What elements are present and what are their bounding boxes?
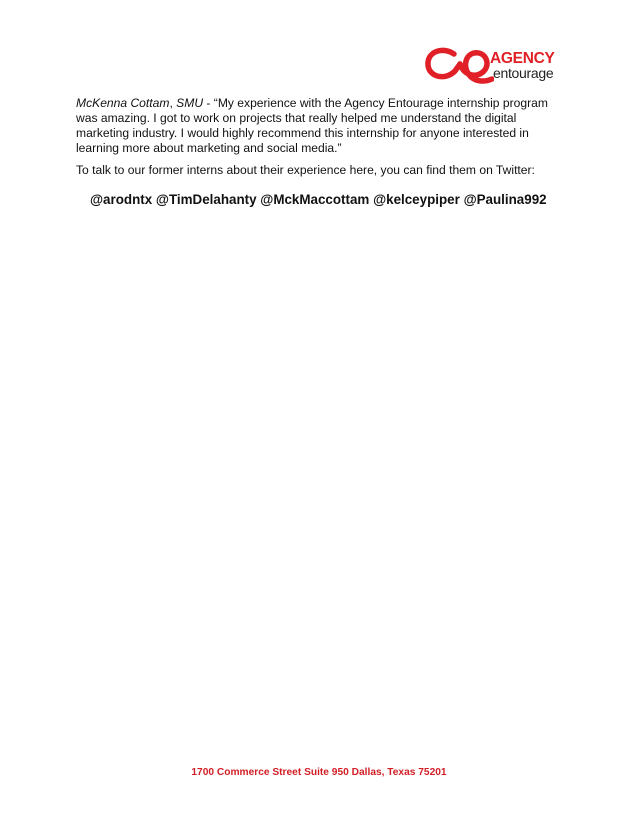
logo-mark-icon xyxy=(424,44,494,90)
logo-word-agency: AGENCY xyxy=(490,50,555,67)
logo-word-entourage: entourage xyxy=(493,64,554,81)
testimonial-separator: , xyxy=(169,96,177,110)
footer-address: 1700 Commerce Street Suite 950 Dallas, Texas 75201 xyxy=(191,767,447,778)
twitter-handle[interactable]: @TimDelahanty xyxy=(155,192,257,207)
testimonial-author-school: SMU xyxy=(176,96,204,110)
twitter-intro-text: To talk to our former interns about their experience here, you can find them on Twitter: xyxy=(76,163,535,177)
twitter-handles-list xyxy=(90,191,570,208)
twitter-handle[interactable]: @Paulina992 xyxy=(463,192,547,207)
testimonial-quote: - “My experience with the Agency Entourage internship program was amazing. I got to work on projects that really helped me understand the digital marketing industry. I would highly recommend this internship for anyone interested in learning more about marketing and social media.” xyxy=(76,96,548,155)
twitter-handle[interactable]: @MckMaccottam xyxy=(260,192,370,207)
logo-wordmark xyxy=(490,44,555,80)
testimonial-paragraph xyxy=(76,96,566,156)
twitter-handle[interactable]: @kelceypiper xyxy=(373,192,460,207)
agency-entourage-logo xyxy=(424,44,564,90)
testimonial-author-name: McKenna Cottam xyxy=(76,96,170,110)
twitter-handle[interactable]: @arodntx xyxy=(90,192,153,207)
